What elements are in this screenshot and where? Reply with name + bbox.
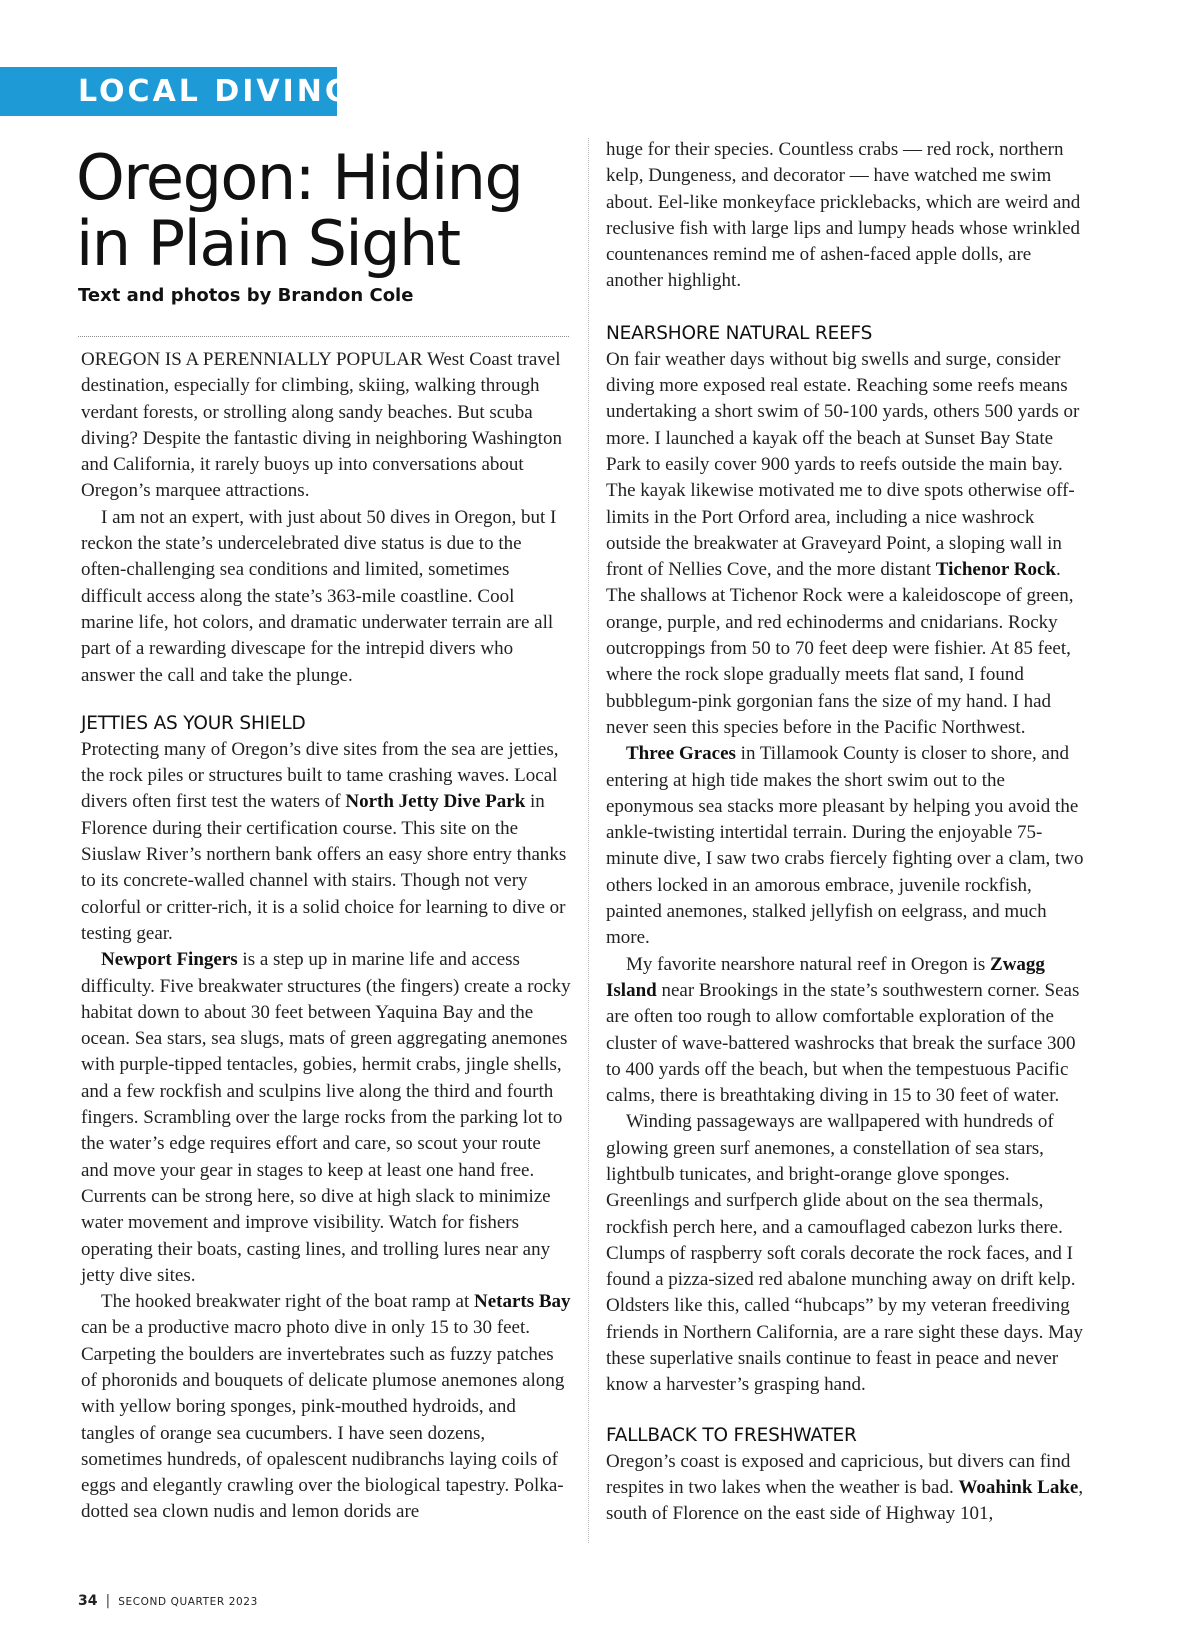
left-column xyxy=(81,347,571,1526)
paragraph xyxy=(606,1449,1090,1528)
issue-label: SECOND QUARTER 2023 xyxy=(118,1596,258,1608)
site-name-tichenor-rock: Tichenor Rock xyxy=(935,559,1056,581)
article-title xyxy=(76,141,576,280)
paragraph-text: near Brookings in the state’s southwestern corner. Seas are often too rough to allow comfortable exploration of the cluster of wave-battered washrocks that break the surface 300 to 400 yards off the beach, but when the tempestuous Pacific calms, there is breathtaking diving in 15 to 30 feet of water. xyxy=(606,979,1080,1107)
paragraph xyxy=(81,1289,571,1526)
subhead-freshwater: FALLBACK TO FRESHWATER xyxy=(606,1424,857,1446)
site-name-woahink-lake: Woahink Lake xyxy=(958,1476,1079,1498)
site-name-netarts-bay: Netarts Bay xyxy=(474,1291,571,1313)
paragraph-text: in Florence during their certification course. This site on the Siuslaw River’s northern bank offers an easy shore entry thanks to its concrete-walled channel with stairs. Though not very colorful or critter-rich, it is a solid choice for learning to dive or testing gear. xyxy=(81,791,567,944)
page-number: 34 xyxy=(78,1593,98,1609)
paragraph xyxy=(81,947,571,1289)
paragraph-text: , south of Florence on the east side of Highway 101, xyxy=(606,1476,1084,1525)
intro-lead-in: OREGON IS A PERENNIALLY POPULAR xyxy=(81,349,423,370)
paragraph-text: can be a productive macro photo dive in only 15 to 30 feet. Carpeting the boulders are invertebrates such as fuzzy patches of phoronids and bouquets of delicate plumose anemones along with yellow boring sponges, pink-mouthed hydroids, and tangles of orange sea cucumbers. I have seen dozens, sometimes hundreds, of opalescent nudibranchs laying coils of eggs and elegantly crawling over the biological tapestry. Polka-dotted sea clown nudis and lemon dorids are xyxy=(81,1317,565,1523)
section-tag: LOCAL DIVING xyxy=(0,67,337,116)
intro-text: West Coast travel destination, especially for climbing, skiing, walking through verdant forests, or strolling along sandy beaches. But scuba diving? Despite the fantastic diving in neighboring Washington and California, it rarely buoys up into conversations about Oregon’s marquee attractions. xyxy=(81,349,562,502)
paragraph-text: . The shallows at Tichenor Rock were a kaleidoscope of green, orange, purple, and red echinoderms and cnidarians. Rocky outcroppings from 50 to 70 feet deep were fishier. At 85 feet, where the rock slope gradually meets flat sand, I found bubblegum-pink gorgonian fans the size of my hand. I had never seen this species before in the Pacific Northwest. xyxy=(606,559,1074,738)
paragraph-text: The hooked breakwater right of the boat ramp at xyxy=(101,1291,474,1313)
title-divider xyxy=(78,336,569,337)
page-footer xyxy=(78,1590,258,1609)
paragraph-text: in Tillamook County is closer to shore, and entering at high tide makes the short swim out to the eponymous sea stacks more pleasant by helping you avoid the ankle-twisting intertidal terrain. During the enjoyable 75-minute dive, I saw two crabs fiercely fighting over a clam, two others locked in an amorous embrace, juvenile rockfish, painted anemones, stalked jellyfish on eelgrass, and much more. xyxy=(606,743,1084,949)
intro-paragraph xyxy=(81,347,571,505)
paragraph: huge for their species. Countless crabs — red rock, northern kelp, Dungeness, and decorator — have watched me swim about. Eel-like monkeyface pricklebacks, which are weird and reclusive fish with large lips and lumpy heads whose wrinkled countenances remind me of ashen-faced apple dolls, are another highlight. xyxy=(606,139,1081,292)
subhead-reefs: NEARSHORE NATURAL REEFS xyxy=(606,322,873,344)
right-column xyxy=(606,137,1090,1528)
paragraph-text: My favorite nearshore natural reef in Oregon is xyxy=(626,953,991,975)
title-line-2: in Plain Sight xyxy=(76,207,460,280)
site-name-zwagg-island: Zwagg Island xyxy=(606,953,1045,1001)
byline: Text and photos by Brandon Cole xyxy=(78,285,414,306)
paragraph: Winding passageways are wallpapered with hundreds of glowing green surf anemones, a constellation of sea stars, lightbulb tunicates, and bright-orange glove sponges. Greenlings and surfperch glide about on the sea thermals, rockfish perch here, and a camouflaged cabezon lurks there. Clumps of raspberry soft corals decorate the rock faces, and I found a pizza-sized red abalone munching away on drift kelp. Oldsters like this, called “hubcaps” by my veteran freediving friends in Northern California, are a rare sight these days. May these superlative snails continue to feast in peace and never know a harvester’s grasping hand. xyxy=(606,1111,1083,1396)
title-line-1: Oregon: Hiding xyxy=(76,141,523,214)
paragraph xyxy=(606,347,1090,741)
paragraph-text: Oregon’s coast is exposed and capricious, but divers can find respites in two lakes when the weather is bad. xyxy=(606,1450,1071,1498)
paragraph xyxy=(606,952,1090,1110)
site-name-north-jetty: North Jetty Dive Park xyxy=(345,791,526,813)
footer-separator: | xyxy=(105,1593,111,1609)
subhead-jetties: JETTIES AS YOUR SHIELD xyxy=(81,712,306,734)
paragraph: I am not an expert, with just about 50 dives in Oregon, but I reckon the state’s undercelebrated dive status is due to the often-challenging sea conditions and limited, sometimes difficult access along the state’s 363-mile coastline. Cool marine life, hot colors, and dramatic underwater terrain are all part of a rewarding divescape for the intrepid divers who answer the call and take the plunge. xyxy=(81,506,557,686)
site-name-newport-fingers: Newport Fingers xyxy=(101,949,238,971)
column-divider xyxy=(588,138,589,1543)
paragraph xyxy=(81,737,571,947)
site-name-three-graces: Three Graces xyxy=(626,743,736,765)
paragraph-text: is a step up in marine life and access difficulty. Five breakwater structures (the fingers) create a rocky habitat down to about 30 feet between Yaquina Bay and the ocean. Sea stars, sea slugs, mats of green aggregating anemones with purple-tipped tentacles, gobies, hermit crabs, jingle shells, and a few rockfish and sculpins live along the third and fourth fingers. Scrambling over the large rocks from the parking lot to the water’s edge requires effort and care, so scout your route and move your gear in stages to keep at least one hand free. Currents can be strong here, so dive at high slack to minimize water movement and improve visibility. Watch for fishers operating their boats, casting lines, and trolling lures near any jetty dive sites. xyxy=(81,949,571,1286)
paragraph-text: On fair weather days without big swells and surge, consider diving more exposed real estate. Reaching some reefs means undertaking a short swim of 50-100 yards, others 500 yards or more. I launched a kayak off the beach at Sunset Bay State Park to easily cover 900 yards to reefs outside the main bay. The kayak likewise motivated me to dive spots otherwise off-limits in the Port Orford area, including a nice washrock outside the breakwater at Graveyard Point, a sloping wall in front of Nellies Cove, and the more distant xyxy=(606,348,1080,581)
paragraph-text: Protecting many of Oregon’s dive sites from the sea are jetties, the rock piles or structures built to tame crashing waves. Local divers often first test the waters of xyxy=(81,738,559,813)
paragraph xyxy=(606,741,1090,951)
